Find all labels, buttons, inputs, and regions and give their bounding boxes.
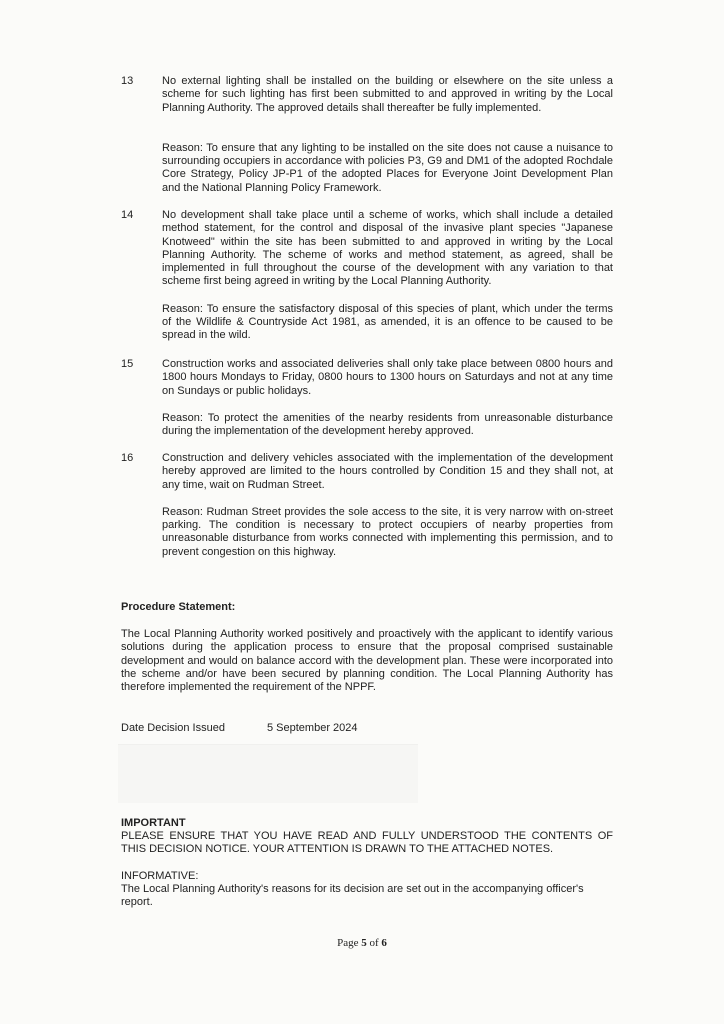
condition-text: Construction and delivery vehicles associated with the implementation of the development hereby approved are limited to the hours controlled by Condition 15 and they shall not, at any time, wait on Rudman Street. [162, 452, 613, 491]
signature-area [118, 744, 418, 803]
page-prefix: Page [337, 937, 362, 949]
condition-number: 14 [121, 209, 134, 221]
important-heading: IMPORTANT [121, 817, 186, 829]
decision-date-label: Date Decision Issued [121, 722, 225, 734]
condition-reason: Reason: To protect the amenities of the nearby residents from unreasonable disturbance during the implementation of the development hereby approved. [162, 411, 613, 438]
decision-date: 5 September 2024 [267, 722, 358, 734]
page-total: 6 [381, 937, 387, 949]
condition-16 [121, 452, 613, 559]
condition-reason: Reason: Rudman Street provides the sole access to the site, it is very narrow with on-street parking. The condition is necessary to protect occupiers of nearby properties from unreasonable disturbance from works connected with implementing this permission, and to prevent congestion on this highway. [162, 505, 613, 558]
important-text: PLEASE ENSURE THAT YOU HAVE READ AND FULLY UNDERSTOOD THE CONTENTS OF THIS DECISION NOTICE. YOUR ATTENTION IS DRAWN TO THE ATTACHED NOTES. [121, 830, 613, 856]
procedure-heading: Procedure Statement: [121, 601, 236, 613]
condition-14 [121, 209, 613, 343]
condition-13 [121, 75, 613, 195]
procedure-text: The Local Planning Authority worked positively and proactively with the applicant to identify various solutions during the application process to ensure that the proposal comprised sustainable development and would on balance accord with the development plan. These were incorporated into the scheme and/or have been secured by planning condition. The Local Planning Authority has therefore implemented the requirement of the NPPF. [121, 628, 613, 694]
condition-text: Construction works and associated deliveries shall only take place between 0800 hours and 1800 hours Mondays to Friday, 0800 hours to 1300 hours on Saturdays and not at any time on Sundays or public holidays. [162, 358, 613, 397]
informative-heading: INFORMATIVE: [121, 870, 199, 882]
page-current: 5 [361, 937, 367, 949]
condition-number: 16 [121, 452, 134, 464]
condition-15 [121, 358, 613, 438]
informative-text: The Local Planning Authority's reasons for its decision are set out in the accompanying officer's report. [121, 883, 584, 909]
condition-number: 13 [121, 75, 134, 87]
condition-reason: Reason: To ensure the satisfactory disposal of this species of plant, which under the terms of the Wildlife & Countryside Act 1981, as amended, it is an offence to be caused to be spread in the wild. [162, 302, 613, 342]
page-of: of [366, 937, 382, 949]
condition-text: No external lighting shall be installed on the building or elsewhere on the site unless a scheme for such lighting has first been submitted to and approved in writing by the Local Planning Authority. The approved details shall thereafter be fully implemented. [162, 75, 613, 114]
condition-text: No development shall take place until a scheme of works, which shall include a detailed method statement, for the control and disposal of the invasive plant species "Japanese Knotweed" within the site has been submitted to and approved in writing by the Local Planning Authority. The scheme of works and method statement, as agreed, shall be implemented in full throughout the course of the development with any variation to that scheme first being agreed in writing by the Local Planning Authority. [162, 209, 613, 288]
condition-reason: Reason: To ensure that any lighting to be installed on the site does not cause a nuisance to surrounding occupiers in accordance with policies P3, G9 and DM1 of the adopted Rochdale Core Strategy, Policy JP-P1 of the adopted Places for Everyone Joint Development Plan and the National Planning Policy Framework. [162, 141, 613, 194]
condition-number: 15 [121, 358, 134, 370]
page-footer [0, 937, 724, 949]
